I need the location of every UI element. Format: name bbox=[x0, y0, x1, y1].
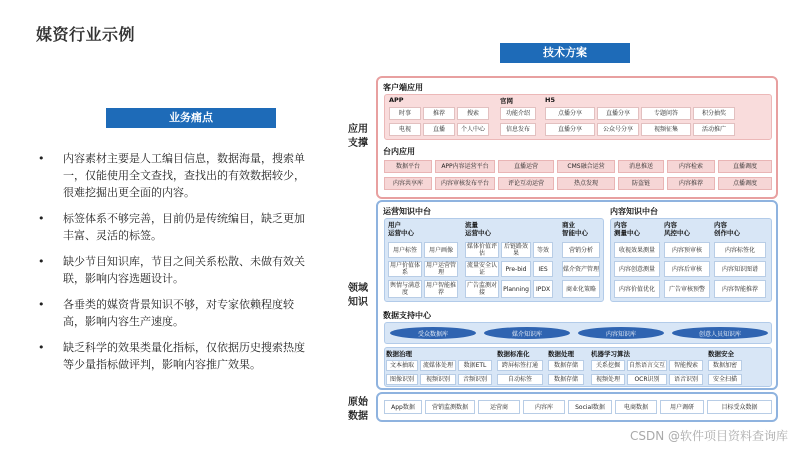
measure-center-title: 内容 测量中心 bbox=[614, 221, 640, 237]
internal-cell: 防盗链 bbox=[618, 177, 664, 190]
ops-cell: 媒介资产管理 bbox=[562, 261, 600, 277]
content-cell: 内容知识图谱 bbox=[714, 261, 766, 277]
client-cell: 信息发布 bbox=[500, 123, 536, 136]
data-cell: 自动标签 bbox=[497, 374, 543, 385]
internal-cell: 内容审核发布平台 bbox=[435, 177, 495, 190]
client-cell: 直播分享 bbox=[597, 107, 639, 120]
content-cell: 内容价值优化 bbox=[614, 280, 660, 298]
ops-cell: 广告监测对接 bbox=[466, 282, 497, 296]
kb-pill: 创意人员知识库 bbox=[672, 327, 768, 339]
ops-cell: IPDX bbox=[533, 280, 553, 298]
flow-center-title: 流量 运营中心 bbox=[465, 221, 491, 237]
ops-cell: 用户画像 bbox=[424, 242, 458, 258]
client-cell: 直播分享 bbox=[545, 123, 595, 136]
client-cell: 搜索 bbox=[457, 107, 489, 120]
pain-point-item: • 缺乏科学的效果类量化指标，仅依据历史搜索热度等少量指标做评判，影响内容推广效果。 bbox=[38, 339, 310, 373]
content-cell: 内容智能推荐 bbox=[714, 280, 766, 298]
client-cell: 电视 bbox=[389, 123, 421, 136]
data-cell: 安全扫描 bbox=[708, 374, 742, 385]
data-cell: 数据ETL bbox=[458, 360, 492, 371]
pain-point-item: • 各垂类的媒资背景知识不够，对专家依赖程度较高，影响内容生产速度。 bbox=[38, 296, 310, 330]
client-cell: 积分抽奖 bbox=[693, 107, 735, 120]
client-cell: 专题问答 bbox=[641, 107, 691, 120]
web-group-title: 官网 bbox=[500, 97, 513, 105]
raw-cell: 运营商 bbox=[478, 400, 520, 414]
content-cell: 内容预审核 bbox=[664, 242, 710, 258]
raw-cell: 内容库 bbox=[523, 400, 565, 414]
side-label-raw: 原始 数据 bbox=[348, 397, 368, 422]
kb-pill: 内容知识库 bbox=[578, 327, 664, 339]
internal-cell: CMS融合运营 bbox=[557, 160, 615, 173]
data-cell: 自然语言交互 bbox=[628, 362, 665, 369]
ops-cell: Pre-bid bbox=[501, 261, 531, 277]
raw-cell: Social数据 bbox=[568, 400, 612, 414]
raw-cell: 目标受众数据 bbox=[707, 400, 772, 414]
content-cell: 内容创意测量 bbox=[614, 261, 660, 277]
content-center-title: 内容知识中台 bbox=[610, 207, 658, 216]
side-label-domain: 领域 知识 bbox=[348, 283, 368, 308]
data-cell: 数据存储 bbox=[548, 360, 584, 371]
kb-pill: 受众数据库 bbox=[390, 327, 476, 339]
data-cell: OCR识别 bbox=[627, 374, 667, 385]
data-cell: 数据存储 bbox=[548, 374, 584, 385]
ops-cell: 商业化策略 bbox=[562, 280, 600, 298]
data-cell: 语音识别 bbox=[669, 374, 703, 385]
client-cell: 直播 bbox=[423, 123, 455, 136]
internal-cell: 点播调度 bbox=[718, 177, 772, 190]
client-cell: 推荐 bbox=[423, 107, 455, 120]
pain-point-item: • 标签体系不够完善，目前仍是传统编目，缺乏更加丰富、灵活的标签。 bbox=[38, 210, 310, 244]
pain-point-item: • 缺少节目知识库，节目之间关系松散、未做有效关联，影响内容选题设计。 bbox=[38, 253, 310, 287]
data-cell: 流媒体处理 bbox=[420, 360, 456, 371]
client-cell: 个人中心 bbox=[457, 123, 489, 136]
ops-cell: 用户运营管理 bbox=[425, 262, 456, 276]
pain-points-header: 业务痛点 bbox=[106, 108, 276, 128]
ops-cell: 媒体价值评估 bbox=[466, 243, 497, 257]
ops-cell: IES bbox=[533, 261, 553, 277]
client-cell: 功能介绍 bbox=[500, 107, 536, 120]
client-cell: 视频征集 bbox=[641, 123, 691, 136]
data-support-title: 数据支持中心 bbox=[383, 311, 431, 320]
internal-app-title: 台内应用 bbox=[383, 147, 415, 156]
internal-cell: 内容检索 bbox=[667, 160, 715, 173]
internal-cell: 内容共享库 bbox=[384, 177, 432, 190]
kb-pill: 媒介知识库 bbox=[484, 327, 570, 339]
internal-cell: 评论互动运营 bbox=[498, 177, 554, 190]
internal-cell: 直播运营 bbox=[498, 160, 554, 173]
internal-cell: 数据平台 bbox=[384, 160, 432, 173]
data-cell: 图像识别 bbox=[386, 374, 418, 385]
ops-cell: 流量安全认证 bbox=[466, 262, 497, 276]
internal-cell: APP内容运营平台 bbox=[435, 160, 495, 173]
standard-title: 数据标准化 bbox=[497, 350, 530, 358]
ops-cell: 后链路效果 bbox=[501, 242, 531, 258]
app-group-title: APP bbox=[389, 96, 404, 104]
data-cell: 视频处理 bbox=[591, 374, 625, 385]
content-cell: 收视效果测量 bbox=[614, 242, 660, 258]
governance-title: 数据治理 bbox=[386, 350, 412, 358]
content-cell: 内容标签化 bbox=[714, 242, 766, 258]
client-cell: 活动推广 bbox=[693, 123, 735, 136]
internal-cell: 消息推送 bbox=[618, 160, 664, 173]
raw-cell: App数据 bbox=[384, 400, 422, 414]
data-cell: 文本抽取 bbox=[386, 360, 418, 371]
creative-center-title: 内容 创作中心 bbox=[714, 221, 740, 237]
user-center-title: 用户 运营中心 bbox=[388, 221, 414, 237]
h5-group-title: H5 bbox=[545, 96, 555, 104]
client-app-title: 客户端应用 bbox=[383, 83, 423, 92]
raw-cell: 用户调研 bbox=[660, 400, 704, 414]
data-cell: 音频识别 bbox=[458, 374, 492, 385]
data-cell: 视频识别 bbox=[420, 374, 456, 385]
ops-cell: 等效 bbox=[533, 242, 553, 258]
data-cell: 数据加密 bbox=[708, 360, 742, 371]
side-label-app: 应用 支撑 bbox=[348, 124, 368, 149]
tech-solution-header: 技术方案 bbox=[500, 43, 630, 63]
ml-title: 机器学习算法 bbox=[591, 350, 630, 358]
internal-cell: 内容推荐 bbox=[667, 177, 715, 190]
raw-cell: 电商数据 bbox=[615, 400, 657, 414]
data-cell: 关系挖掘 bbox=[591, 360, 625, 371]
client-cell: 点播分享 bbox=[545, 107, 595, 120]
content-cell: 内容后审核 bbox=[664, 261, 710, 277]
risk-center-title: 内容 风控中心 bbox=[664, 221, 690, 237]
client-cell: 时事 bbox=[389, 107, 421, 120]
processing-title: 数据处理 bbox=[548, 350, 574, 358]
ops-cell: 用户标签 bbox=[388, 242, 422, 258]
content-cell: 广告审核预警 bbox=[664, 280, 710, 298]
client-cell: 公众号分享 bbox=[597, 123, 639, 136]
raw-cell: 营销监测数据 bbox=[425, 400, 475, 414]
ops-cell: 用户价值体系 bbox=[389, 262, 420, 276]
watermark: CSDN @软件项目资料查询库 bbox=[629, 429, 788, 443]
data-cell: 智能搜索 bbox=[669, 360, 703, 371]
pain-points-list bbox=[38, 150, 310, 382]
internal-cell: 热点发现 bbox=[557, 177, 615, 190]
page-title: 媒资行业示例 bbox=[36, 25, 136, 44]
biz-center-title: 商业 智能中心 bbox=[562, 221, 588, 237]
ops-cell: 舆情与满意度 bbox=[389, 282, 420, 296]
security-title: 数据安全 bbox=[708, 350, 734, 358]
ops-cell: 营销分析 bbox=[562, 242, 600, 258]
internal-cell: 直播调度 bbox=[718, 160, 772, 173]
ops-cell: 用户智能推荐 bbox=[425, 282, 456, 296]
pain-point-item: • 内容素材主要是人工编目信息，数据海量，搜索单一，仅能使用全文查找，查找出的有效数据较少，很难挖掘出更全面的内容。 bbox=[38, 150, 310, 201]
data-cell: 跨屏标签打通 bbox=[497, 360, 543, 371]
ops-cell: Planning bbox=[501, 280, 531, 298]
ops-center-title: 运营知识中台 bbox=[383, 207, 431, 216]
